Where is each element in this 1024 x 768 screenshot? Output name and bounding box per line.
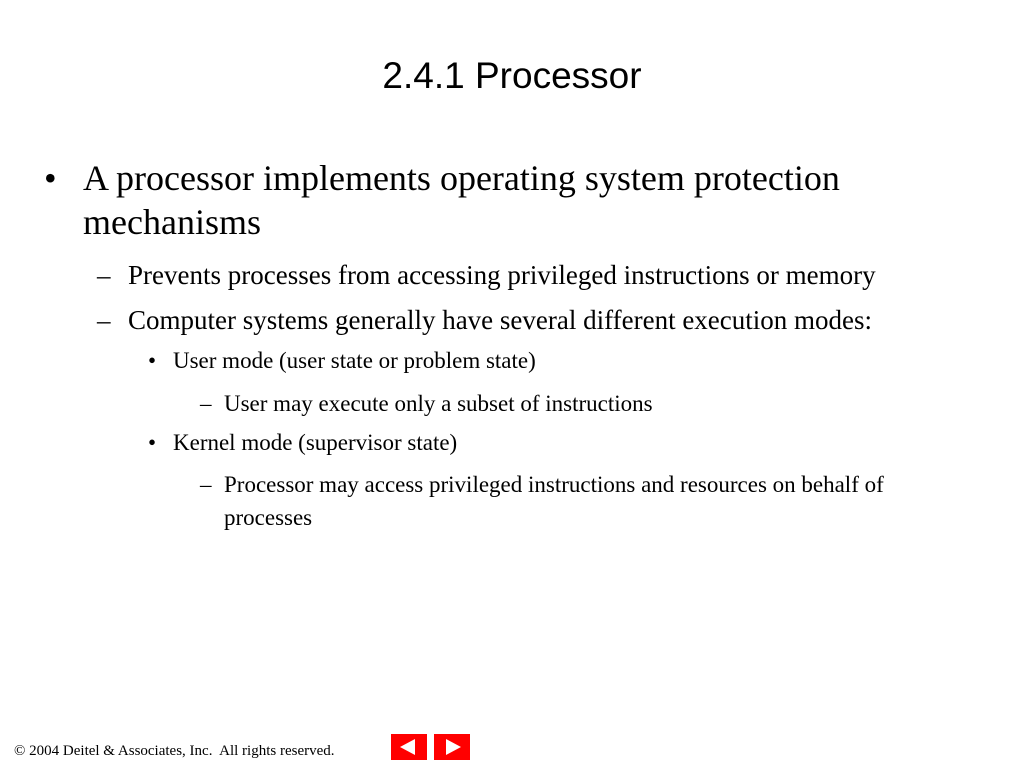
copyright-footer xyxy=(14,741,335,761)
next-slide-button[interactable] xyxy=(434,734,470,760)
subpoint-execution-modes xyxy=(97,303,1017,337)
bullet-processor-protection xyxy=(44,156,1004,244)
dash-marker: – xyxy=(97,305,111,335)
right-arrow-icon xyxy=(434,734,470,760)
mode-detail-text: Processor may access privileged instructions and resources on behalf of processes xyxy=(224,472,884,530)
copyright-symbol: © xyxy=(14,743,26,759)
bullet-marker: • xyxy=(148,430,157,455)
subpoint-prevents-access xyxy=(97,258,1017,292)
mode-text: Kernel mode (supervisor state) xyxy=(173,430,458,455)
slide-title: 2.4.1 Processor xyxy=(382,55,642,96)
bullet-marker: • xyxy=(44,158,57,198)
mode-user xyxy=(148,346,1008,376)
bullet-marker: • xyxy=(148,348,157,373)
mode-user-detail xyxy=(200,387,940,420)
left-arrow-icon xyxy=(391,734,427,760)
bullet-text: A processor implements operating system protection mechanisms xyxy=(83,158,840,242)
dash-marker: – xyxy=(97,260,111,290)
previous-slide-button[interactable] xyxy=(391,734,427,760)
mode-kernel-detail xyxy=(200,468,940,534)
subpoint-text: Prevents processes from accessing privileged instructions or memory xyxy=(128,260,876,290)
subpoint-text: Computer systems generally have several different execution modes: xyxy=(128,305,873,335)
mode-text: User mode (user state or problem state) xyxy=(173,348,536,373)
mode-detail-text: User may execute only a subset of instructions xyxy=(224,391,653,416)
mode-kernel xyxy=(148,428,1008,458)
dash-marker: – xyxy=(200,391,212,416)
copyright-text: 2004 Deitel & Associates, Inc. All rights reserved. xyxy=(25,743,335,759)
dash-marker: – xyxy=(200,472,212,497)
